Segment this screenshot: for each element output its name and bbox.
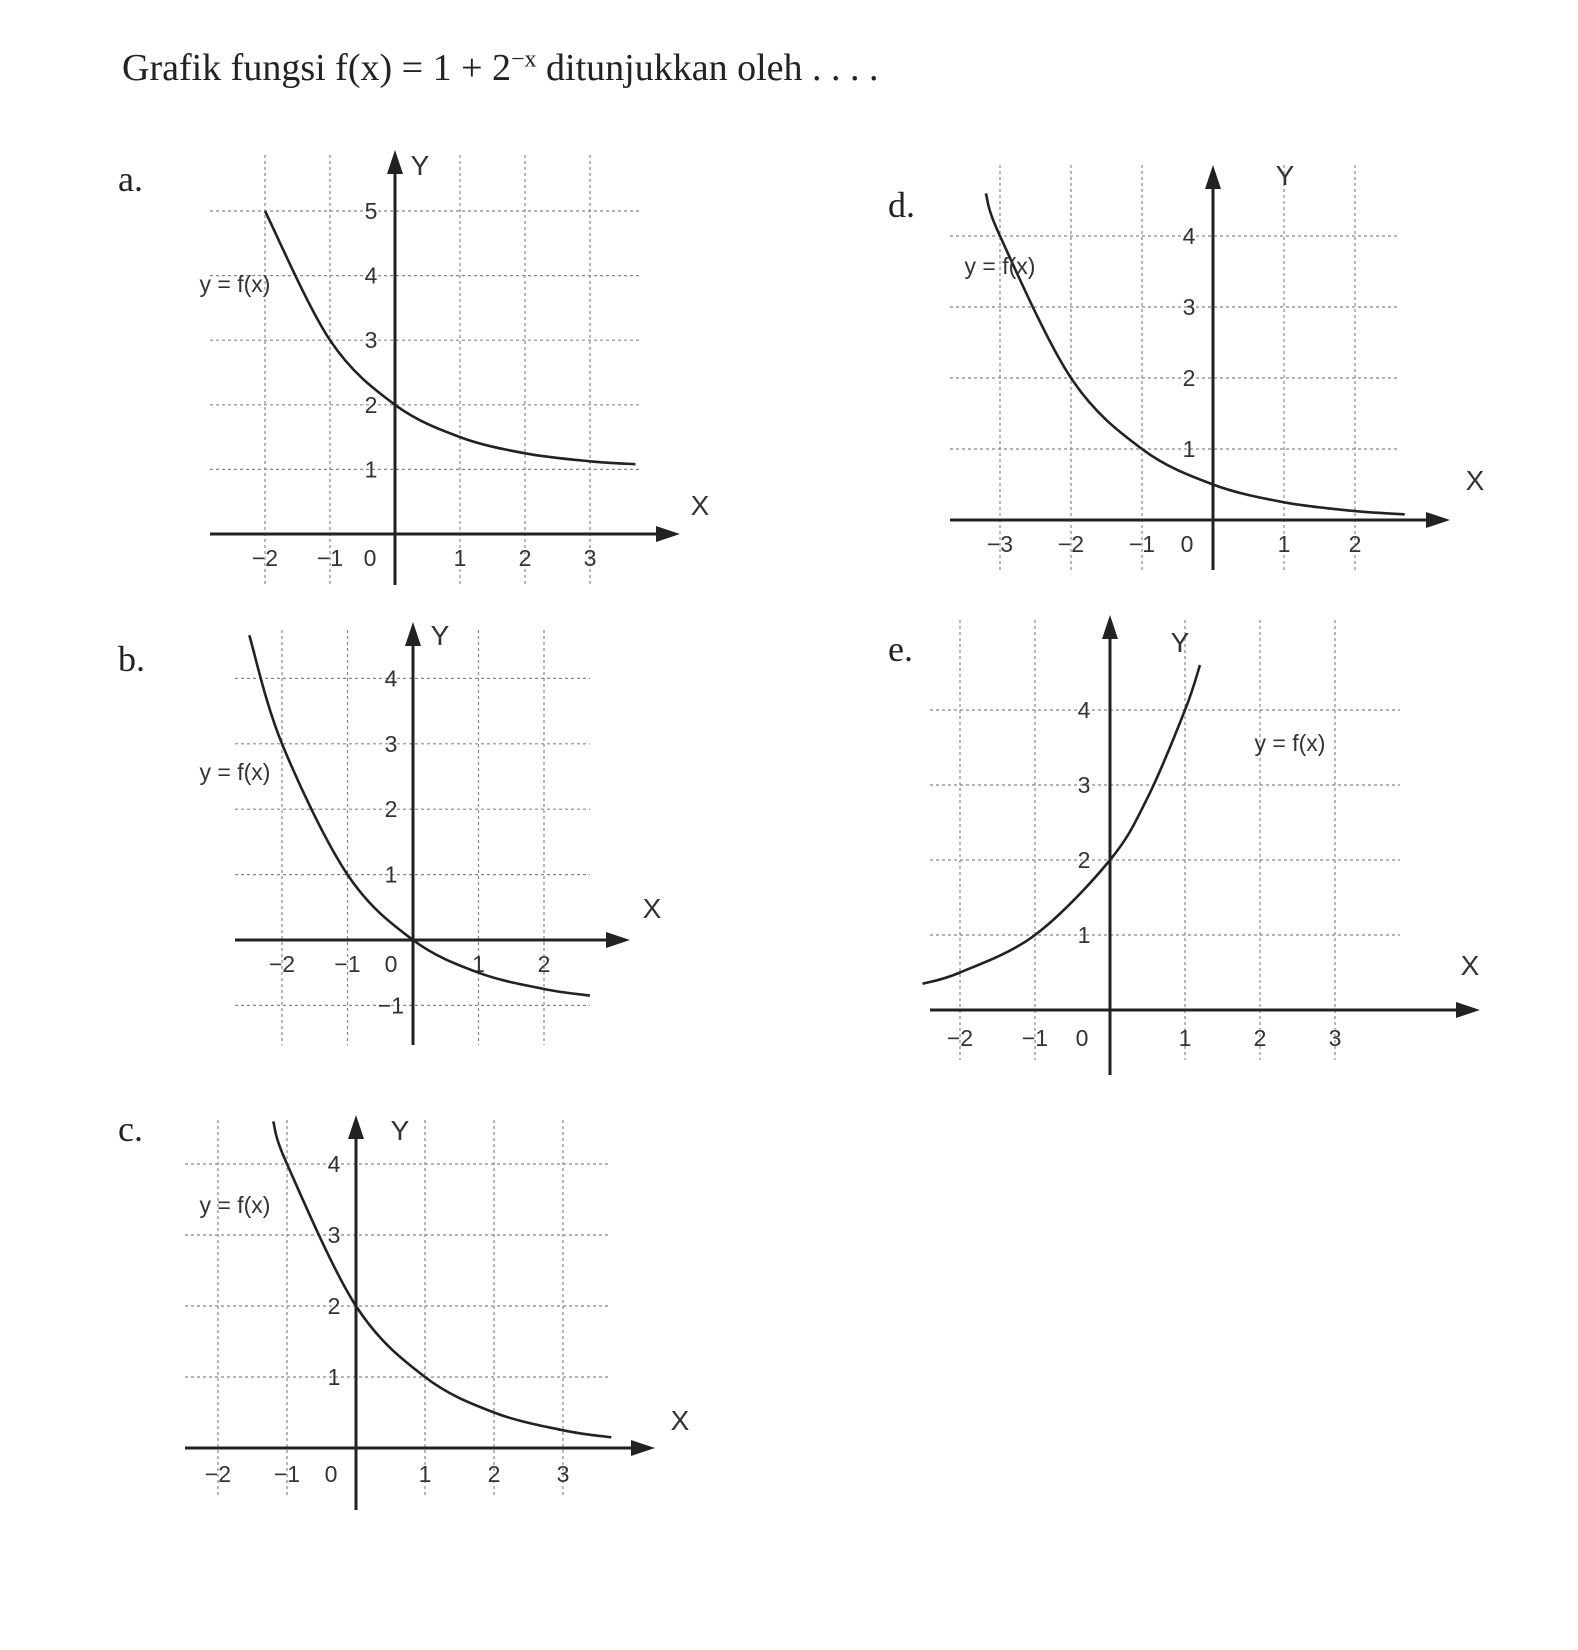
x-tick-label: 2: [1253, 1025, 1267, 1051]
x-tick-label: 3: [583, 545, 597, 571]
x-axis-title: X: [1460, 950, 1480, 981]
x-axis-arrow: [1456, 1002, 1480, 1018]
curve-label: y = f(x): [964, 253, 1036, 279]
y-tick-label: 4: [1182, 223, 1196, 249]
y-axis-arrow: [348, 1115, 364, 1139]
x-tick-label: 3: [556, 1461, 570, 1487]
option-letter-b: b.: [118, 639, 145, 679]
chart-panel-1: [200, 150, 710, 585]
y-tick-label: 4: [1077, 697, 1091, 723]
x-axis-title: X: [670, 1405, 690, 1436]
x-tick-label: 2: [1348, 531, 1362, 557]
chart-panel-3: [185, 1115, 690, 1510]
x-tick-label: 0: [1075, 1025, 1089, 1051]
y-axis-arrow: [1205, 165, 1221, 189]
question-exponent: −x: [511, 46, 537, 73]
x-tick-label: 0: [363, 545, 377, 571]
option-letter-a: a.: [118, 159, 143, 199]
function-curve: [273, 1121, 611, 1437]
y-axis-title: Y: [1275, 160, 1295, 191]
option-letter-c: c.: [118, 1109, 143, 1149]
y-tick-label: 1: [1182, 436, 1196, 462]
x-tick-label: −2: [946, 1025, 974, 1051]
x-tick-label: 2: [537, 951, 551, 977]
y-tick-label: 3: [364, 327, 378, 354]
y-tick-label: 3: [327, 1222, 341, 1248]
y-tick-label: 5: [364, 198, 378, 224]
y-tick-label: 2: [1077, 847, 1091, 873]
y-tick-label: −1: [377, 992, 405, 1019]
y-tick-label: 1: [364, 456, 378, 483]
option-letter-e: e.: [888, 629, 913, 669]
y-tick-label: 3: [1077, 772, 1091, 798]
x-axis-arrow: [631, 1440, 655, 1456]
x-tick-label: −3: [986, 531, 1014, 557]
y-tick-label: 4: [327, 1151, 341, 1177]
y-axis-title: Y: [430, 620, 450, 651]
x-tick-label: 0: [1180, 531, 1194, 557]
x-tick-label: −2: [204, 1461, 232, 1487]
curve-label: y = f(x): [199, 759, 271, 785]
x-tick-label: 1: [472, 951, 485, 977]
function-curve: [923, 665, 1201, 984]
y-axis-arrow: [405, 622, 421, 646]
x-axis-arrow: [606, 932, 630, 948]
x-axis-arrow: [656, 526, 680, 542]
x-tick-label: −1: [316, 545, 344, 571]
y-tick-label: 4: [384, 665, 398, 692]
curve-label: y = f(x): [1254, 730, 1326, 756]
option-letter-d: d.: [888, 185, 915, 225]
x-tick-label: 1: [1178, 1025, 1192, 1051]
chart-panel-5: [923, 615, 1481, 1075]
x-tick-label: 1: [1277, 531, 1291, 557]
x-tick-label: 1: [418, 1461, 432, 1487]
x-tick-label: 3: [1328, 1025, 1342, 1051]
x-tick-label: −1: [1128, 531, 1156, 557]
y-axis-arrow: [1102, 615, 1118, 639]
x-tick-label: −2: [251, 545, 279, 571]
y-tick-label: 4: [364, 262, 378, 289]
x-axis-title: X: [690, 490, 710, 521]
curve-label: y = f(x): [199, 1192, 271, 1218]
y-axis-arrow: [387, 150, 403, 174]
y-axis-title: Y: [410, 150, 430, 181]
x-axis-title: X: [642, 893, 662, 924]
y-tick-label: 3: [1182, 294, 1196, 320]
x-tick-label: 1: [453, 545, 467, 571]
curve-label: y = f(x): [199, 271, 271, 297]
x-tick-label: 0: [384, 951, 398, 977]
x-tick-label: −1: [273, 1461, 301, 1487]
question-prefix: Grafik fungsi f(x) = 1 + 2: [122, 47, 511, 89]
x-axis-title: X: [1465, 465, 1485, 496]
x-tick-label: −2: [1057, 531, 1085, 557]
x-tick-label: −2: [268, 951, 296, 977]
x-tick-label: 0: [324, 1461, 338, 1487]
x-axis-arrow: [1426, 512, 1450, 528]
x-tick-label: 2: [487, 1461, 501, 1487]
y-tick-label: 3: [384, 730, 398, 757]
y-tick-label: 2: [327, 1293, 341, 1319]
y-tick-label: 2: [364, 391, 378, 418]
y-tick-label: 1: [384, 861, 398, 888]
y-tick-label: 2: [384, 796, 398, 823]
question-suffix: ditunjukkan oleh . . . .: [536, 47, 879, 89]
y-tick-label: 2: [1182, 365, 1196, 391]
function-curve: [265, 211, 636, 464]
chart-panel-2: [200, 620, 662, 1045]
x-tick-label: −1: [334, 951, 361, 977]
function-curve: [249, 635, 590, 995]
x-tick-label: −1: [1021, 1025, 1049, 1051]
y-tick-label: 1: [327, 1364, 341, 1390]
x-tick-label: 2: [518, 545, 532, 571]
y-tick-label: 1: [1077, 922, 1091, 948]
y-axis-title: Y: [390, 1115, 410, 1146]
chart-panel-4: [950, 160, 1485, 570]
y-axis-title: Y: [1170, 627, 1190, 658]
